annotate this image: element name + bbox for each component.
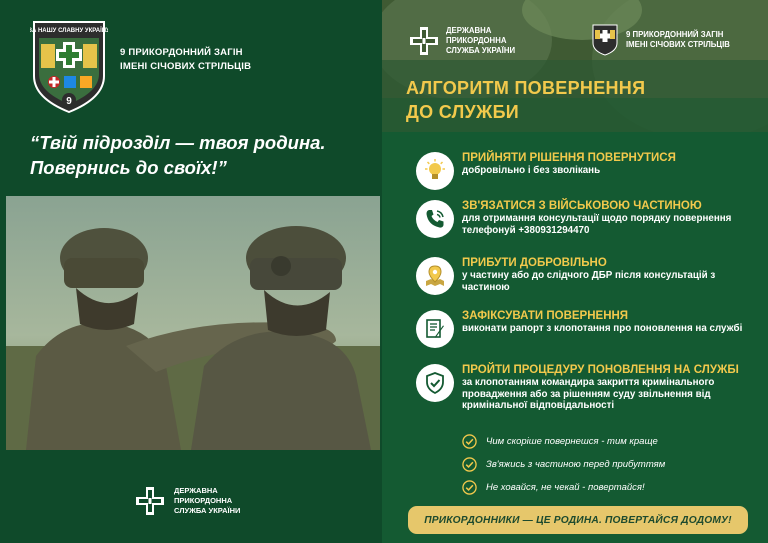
org-line2: ПРИКОРДОННА — [174, 496, 233, 505]
left-panel — [0, 0, 382, 543]
unit-name-line2: ІМЕНІ СІЧОВИХ СТРІЛЬЦІВ — [120, 61, 252, 72]
border-guard-emblem-icon — [136, 487, 164, 515]
map-pin-icon — [416, 257, 454, 295]
step-description: для отримання консультації щодо порядку повернення телефонуй +380931294470 — [462, 213, 732, 236]
header-org-logo — [410, 26, 515, 56]
bottom-org-logo — [136, 486, 240, 516]
quote-line1: “Твій підрозділ — твоя родина. — [30, 132, 326, 153]
unit-emblem-icon — [592, 24, 618, 56]
border-guard-emblem-icon — [410, 27, 438, 55]
step-description: добровільно і без зволікань — [462, 165, 601, 176]
check-text: Чим скоріше повернешся - тим краще — [486, 435, 658, 447]
header-unit-logo — [592, 24, 730, 56]
unit-emblem — [30, 18, 108, 114]
algorithm-title — [406, 76, 645, 124]
check-text: Не ховайся, не чекай - повертайся! — [486, 481, 645, 493]
org-line1: ДЕРЖАВНА — [174, 486, 218, 495]
shield-check-icon — [416, 364, 454, 402]
emblem-top-text: ЗА НАШУ СЛАВНУ УКРАЇНУ — [30, 28, 108, 34]
title-line2: ДО СЛУЖБИ — [406, 102, 520, 122]
emblem-number: 9 — [66, 96, 72, 107]
right-panel — [382, 0, 768, 543]
motto-quote — [30, 130, 370, 180]
lightbulb-icon — [416, 152, 454, 190]
soldiers-photo — [6, 196, 380, 450]
header-org-line1: ДЕРЖАВНА — [446, 26, 492, 35]
check-item — [462, 480, 645, 495]
step-title: ЗВ'ЯЗАТИСЯ З ВІЙСЬКОВОЮ ЧАСТИНОЮ — [462, 200, 702, 212]
step-title: ПРИБУТИ ДОБРОВІЛЬНО — [462, 257, 607, 269]
header-org-line3: СЛУЖБА УКРАЇНИ — [446, 46, 516, 55]
step-title: ЗАФІКСУВАТИ ПОВЕРНЕННЯ — [462, 310, 629, 322]
title-line1: АЛГОРИТМ ПОВЕРНЕННЯ — [406, 78, 646, 98]
check-circle-icon — [462, 457, 477, 472]
step-title: ПРИЙНЯТИ РІШЕННЯ ПОВЕРНУТИСЯ — [462, 152, 676, 164]
unit-name — [120, 46, 280, 74]
document-pen-icon — [416, 310, 454, 348]
header-unit-line2: ІМЕНІ СІЧОВИХ СТРІЛЬЦІВ — [626, 40, 730, 49]
org-line3: СЛУЖБА УКРАЇНИ — [174, 506, 241, 515]
phone-icon — [416, 200, 454, 238]
check-circle-icon — [462, 434, 477, 449]
step-description: у частину або до слідчого ДБР після консультацій з частиною — [462, 270, 716, 293]
header-unit-line1: 9 ПРИКОРДОННИЙ ЗАГІН — [626, 30, 724, 39]
check-item — [462, 457, 665, 472]
step-title: ПРОЙТИ ПРОЦЕДУРУ ПОНОВЛЕННЯ НА СЛУЖБІ — [462, 364, 739, 376]
quote-line2: Повернись до своїх!” — [30, 157, 227, 178]
step-description: за клопотанням командира закриття кримінального провадження або за рішенням суду звільнення від кримінальної відповідальності — [462, 377, 715, 411]
unit-name-line1: 9 ПРИКОРДОННИЙ ЗАГІН — [120, 47, 243, 58]
slogan-banner: ПРИКОРДОННИКИ — ЦЕ РОДИНА. ПОВЕРТАЙСЯ ДОДОМУ! — [408, 506, 748, 534]
step-description: виконати рапорт з клопотання про поновлення на службі — [462, 323, 743, 334]
check-text: Зв'яжись з частиною перед прибуттям — [486, 458, 666, 470]
header-org-line2: ПРИКОРДОННА — [446, 36, 507, 45]
check-circle-icon — [462, 480, 477, 495]
check-item — [462, 434, 658, 449]
